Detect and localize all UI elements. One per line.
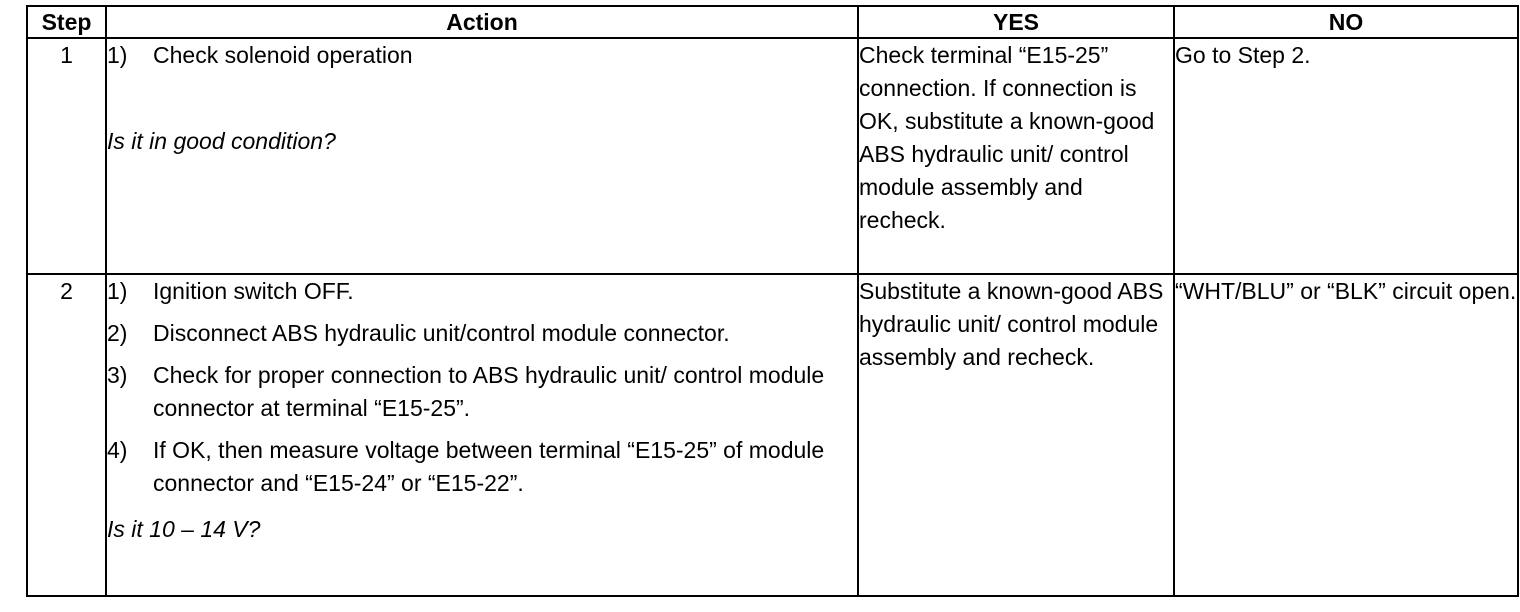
no-cell: Go to Step 2. [1174, 38, 1518, 274]
no-cell: “WHT/BLU” or “BLK” circuit open. [1174, 274, 1518, 596]
header-row [27, 6, 1518, 38]
action-question: Is it 10 – 14 V? [107, 516, 261, 542]
action-item [107, 359, 857, 425]
action-item-text: Disconnect ABS hydraulic unit/control module connector. [153, 320, 730, 346]
action-cell [106, 38, 858, 274]
action-item-text: If OK, then measure voltage between terminal “E15-25” of module connector and “E15-24” or “E15-22”. [153, 437, 825, 496]
action-item-number: 3) [107, 362, 128, 388]
action-item-number: 2) [107, 320, 128, 346]
header-action: Action [106, 6, 858, 38]
step-number: 1 [27, 38, 106, 274]
header-yes: YES [858, 6, 1174, 38]
action-item [107, 434, 857, 500]
header-no: NO [1174, 6, 1518, 38]
header-step: Step [27, 6, 106, 38]
action-item-text: Ignition switch OFF. [153, 278, 354, 304]
yes-cell: Check terminal “E15-25” connection. If connection is OK, substitute a known-good ABS hydraulic unit/ control module assembly and recheck. [858, 38, 1174, 274]
action-item [107, 317, 857, 350]
diagnostic-table [26, 5, 1519, 597]
table-row [27, 38, 1518, 274]
action-item-text: Check solenoid operation [153, 42, 413, 68]
action-item [107, 275, 857, 308]
step-number: 2 [27, 274, 106, 596]
action-cell [106, 274, 858, 596]
action-item-number: 4) [107, 437, 128, 463]
yes-cell: Substitute a known-good ABS hydraulic unit/ control module assembly and recheck. [858, 274, 1174, 596]
action-item [107, 39, 857, 72]
action-item-text: Check for proper connection to ABS hydraulic unit/ control module connector at terminal “E15-25”. [153, 362, 825, 421]
table-row [27, 274, 1518, 596]
action-item-number: 1) [107, 42, 128, 68]
action-question: Is it in good condition? [107, 128, 336, 154]
action-item-number: 1) [107, 278, 128, 304]
